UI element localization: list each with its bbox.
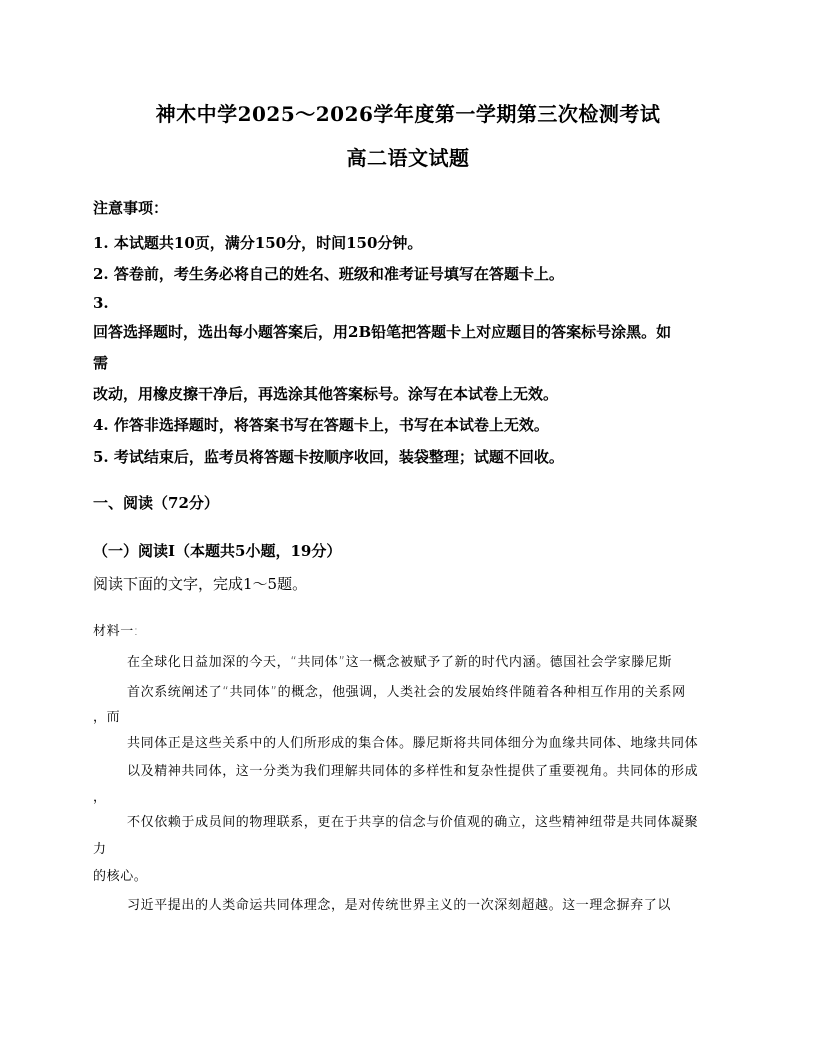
material-line: ， [93,790,107,805]
material-line: 力 [93,842,107,857]
notice-line: 4. 作答非选择题时，将答案书写在答题卡上，书写在本试卷上无效。 [93,416,549,434]
material-label: 材料一: [93,624,139,639]
notice-line: 回答选择题时，选出每小题答案后，用2B铅笔把答题卡上对应题目的答案标号涂黑。如 [93,323,672,341]
section-subheading: （一）阅读Ⅰ（本题共5小题，19分） [93,542,342,560]
notice-line: 1. 本试题共10页，满分150分，时间150分钟。 [93,234,423,252]
notice-line: 需 [93,354,109,372]
material-line: ，而 [93,710,121,725]
notice-line: 3. [93,294,109,312]
notice-line: 5. 考试结束后，监考员将答题卡按顺序收回，装袋整理；试题不回收。 [93,448,564,466]
material-line: 的核心。 [93,869,148,884]
material-line: 在全球化日益加深的今天，“共同体”这一概念被赋予了新的时代内涵。德国社会学家滕尼斯 [127,655,673,670]
exam-title: 神木中学2025～2026学年度第一学期第三次检测考试 [155,102,661,126]
material-line: 习近平提出的人类命运共同体理念，是对传统世界主义的一次深刻超越。这一理念摒弃了以 [127,898,672,913]
notice-heading: 注意事项： [93,199,169,217]
notice-line: 改动，用橡皮擦干净后，再选涂其他答案标号。涂写在本试卷上无效。 [93,385,559,403]
material-line: 共同体正是这些关系中的人们所形成的集合体。滕尼斯将共同体细分为血缘共同体、地缘共同体 [127,736,699,751]
section-instruction: 阅读下面的文字，完成1～5题。 [93,575,308,593]
material-line: 不仅依赖于成员间的物理联系，更在于共享的信念与价值观的确立，这些精神纽带是共同体凝聚 [127,815,699,830]
material-line: 首次系统阐述了“共同体”的概念，他强调，人类社会的发展始终伴随着各种相互作用的关系网 [127,685,686,700]
exam-subtitle: 高二语文试题 [346,146,470,170]
material-line: 以及精神共同体，这一分类为我们理解共同体的多样性和复杂性提供了重要视角。共同体的形成 [127,764,699,779]
notice-line: 2. 答卷前，考生务必将自己的姓名、班级和准考证号填写在答题卡上。 [93,265,564,283]
section-heading: 一、阅读（72分） [93,494,219,512]
